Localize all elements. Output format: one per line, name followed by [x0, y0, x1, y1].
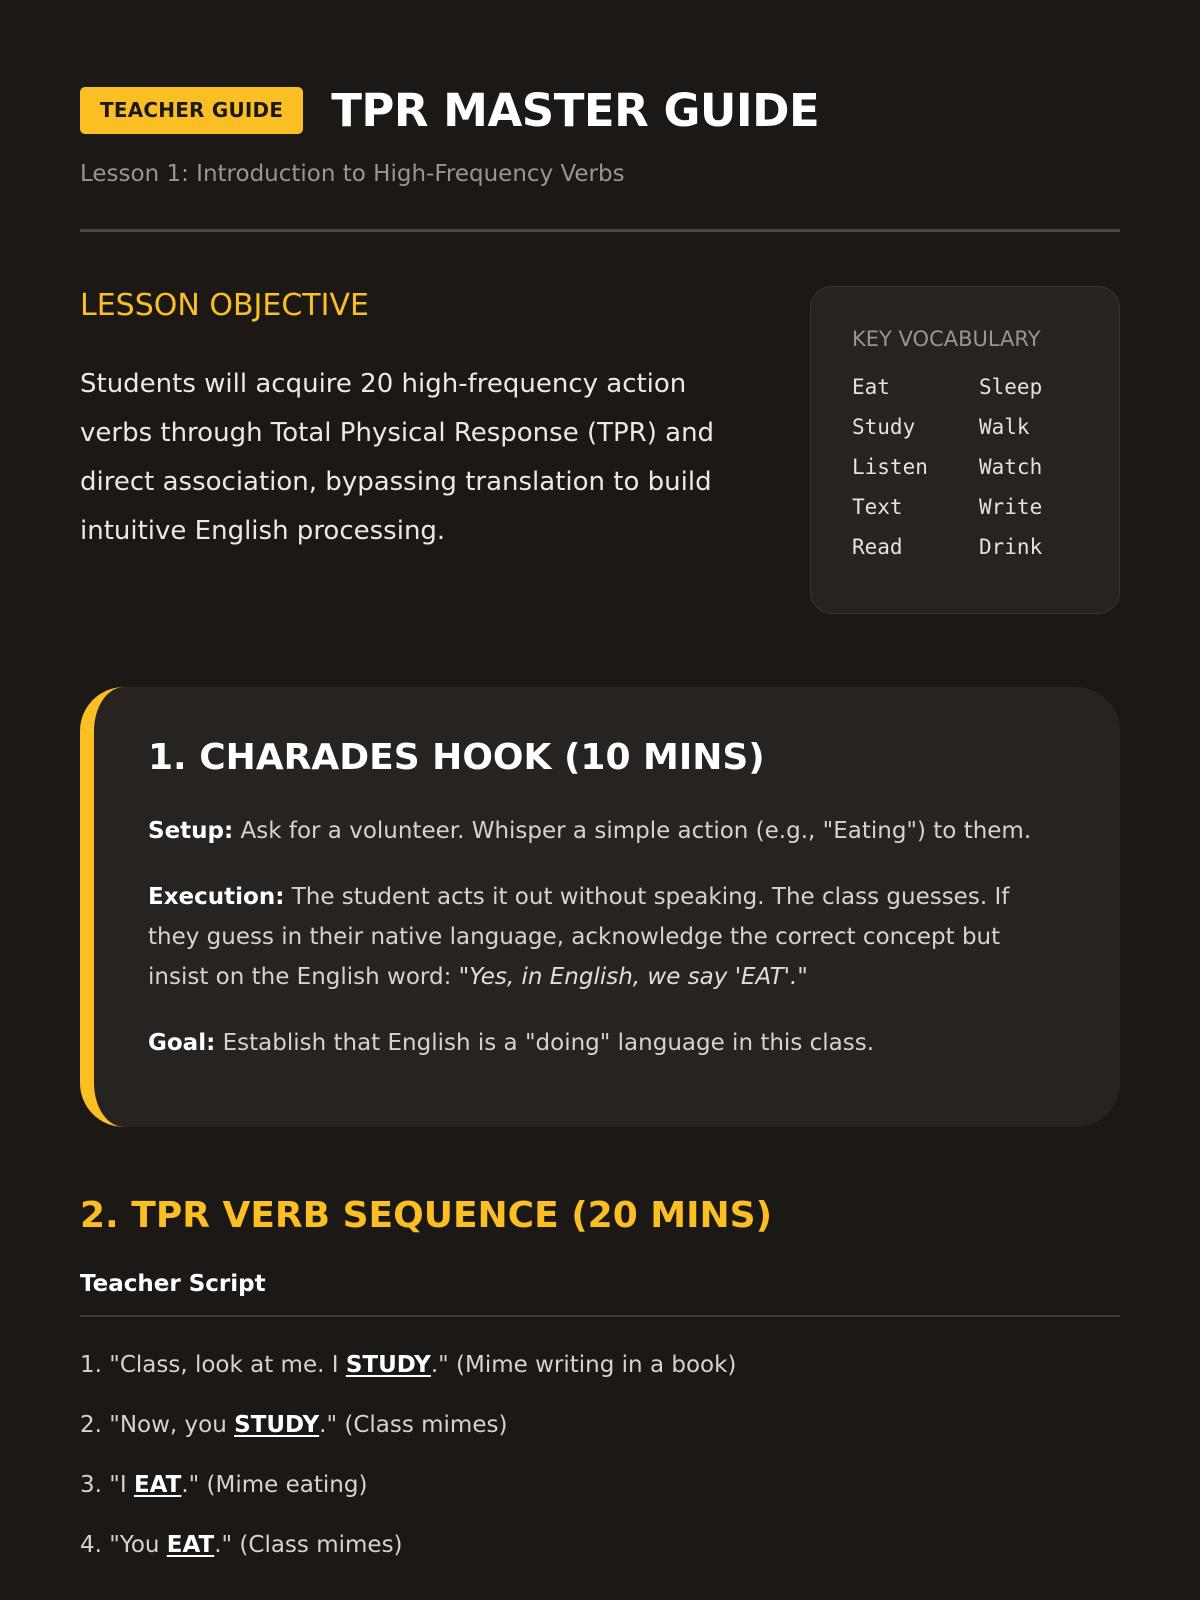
execution-quote: "Yes, in English, we say 'EAT'."	[458, 964, 808, 990]
script-line	[80, 1455, 1120, 1515]
execution-paragraph	[148, 877, 1060, 997]
vocab-word-walk: Walk	[979, 415, 1030, 439]
page-title: TPR MASTER GUIDE	[331, 84, 820, 137]
vocab-word-eat: Eat	[852, 375, 890, 399]
goal-text: Establish that English is a "doing" language in this class.	[215, 1030, 875, 1056]
charades-heading: 1. CHARADES HOOK (10 MINS)	[148, 737, 765, 778]
execution-label: Execution:	[148, 884, 285, 910]
page-header	[80, 0, 1120, 232]
vocab-word-listen: Listen	[852, 455, 928, 479]
objective-section	[80, 232, 1120, 652]
script-line-after: ." (Mime eating)	[181, 1472, 368, 1498]
script-verb: EAT	[133, 1472, 182, 1498]
vocab-word-watch: Watch	[979, 455, 1043, 479]
vocab-word-drink: Drink	[979, 535, 1043, 559]
script-line	[80, 1515, 1120, 1575]
setup-label: Setup:	[148, 818, 234, 844]
script-line-before: 4. "You	[80, 1532, 167, 1558]
vocab-word-text: Text	[852, 495, 903, 519]
teacher-guide-badge: TEACHER GUIDE	[80, 87, 303, 134]
script-line-after: ." (Class mimes)	[214, 1532, 403, 1558]
setup-text: Ask for a volunteer. Whisper a simple action (e.g., "Eating") to them.	[233, 818, 1032, 844]
setup-paragraph	[148, 811, 1060, 851]
vocabulary-grid	[852, 367, 1119, 567]
script-line-after: ." (Mime writing in a book)	[430, 1352, 737, 1378]
script-line-before: 3. "I	[80, 1472, 134, 1498]
script-line	[80, 1395, 1120, 1455]
tpr-sequence-section	[80, 1195, 1120, 1575]
script-line-after: ." (Class mimes)	[319, 1412, 508, 1438]
objective-heading: LESSON OBJECTIVE	[80, 288, 369, 323]
vocab-word-study: Study	[852, 415, 916, 439]
title-row	[80, 84, 1120, 137]
goal-paragraph	[148, 1023, 1060, 1063]
script-verb: STUDY	[234, 1412, 320, 1438]
sequence-heading: 2. TPR VERB SEQUENCE (20 MINS)	[80, 1195, 773, 1236]
script-verb: EAT	[166, 1532, 215, 1558]
script-line	[80, 1335, 1120, 1395]
script-line-before: 1. "Class, look at me. I	[80, 1352, 346, 1378]
script-line-before: 2. "Now, you	[80, 1412, 235, 1438]
vocab-word-sleep: Sleep	[979, 375, 1043, 399]
charades-hook-card	[80, 687, 1120, 1127]
vocab-word-write: Write	[979, 495, 1043, 519]
teacher-script-label: Teacher Script	[80, 1271, 266, 1297]
teacher-script-list	[80, 1335, 1120, 1575]
page-subtitle: Lesson 1: Introduction to High-Frequency Verbs	[80, 161, 625, 187]
script-divider	[80, 1315, 1120, 1317]
objective-text: Students will acquire 20 high-frequency action verbs through Total Physical Response (TPR) and direct association, bypassing translation to build intuitive English processing.	[80, 369, 715, 546]
vocab-word-read: Read	[852, 535, 903, 559]
key-vocabulary-card	[810, 286, 1120, 614]
execution-text: The student acts it out without speaking. The class guesses. If they guess in their native language, acknowledge the correct concept but insist on the English word:	[148, 884, 1010, 990]
goal-label: Goal:	[148, 1030, 216, 1056]
vocabulary-heading: KEY VOCABULARY	[852, 327, 1041, 351]
script-verb: STUDY	[345, 1352, 431, 1378]
